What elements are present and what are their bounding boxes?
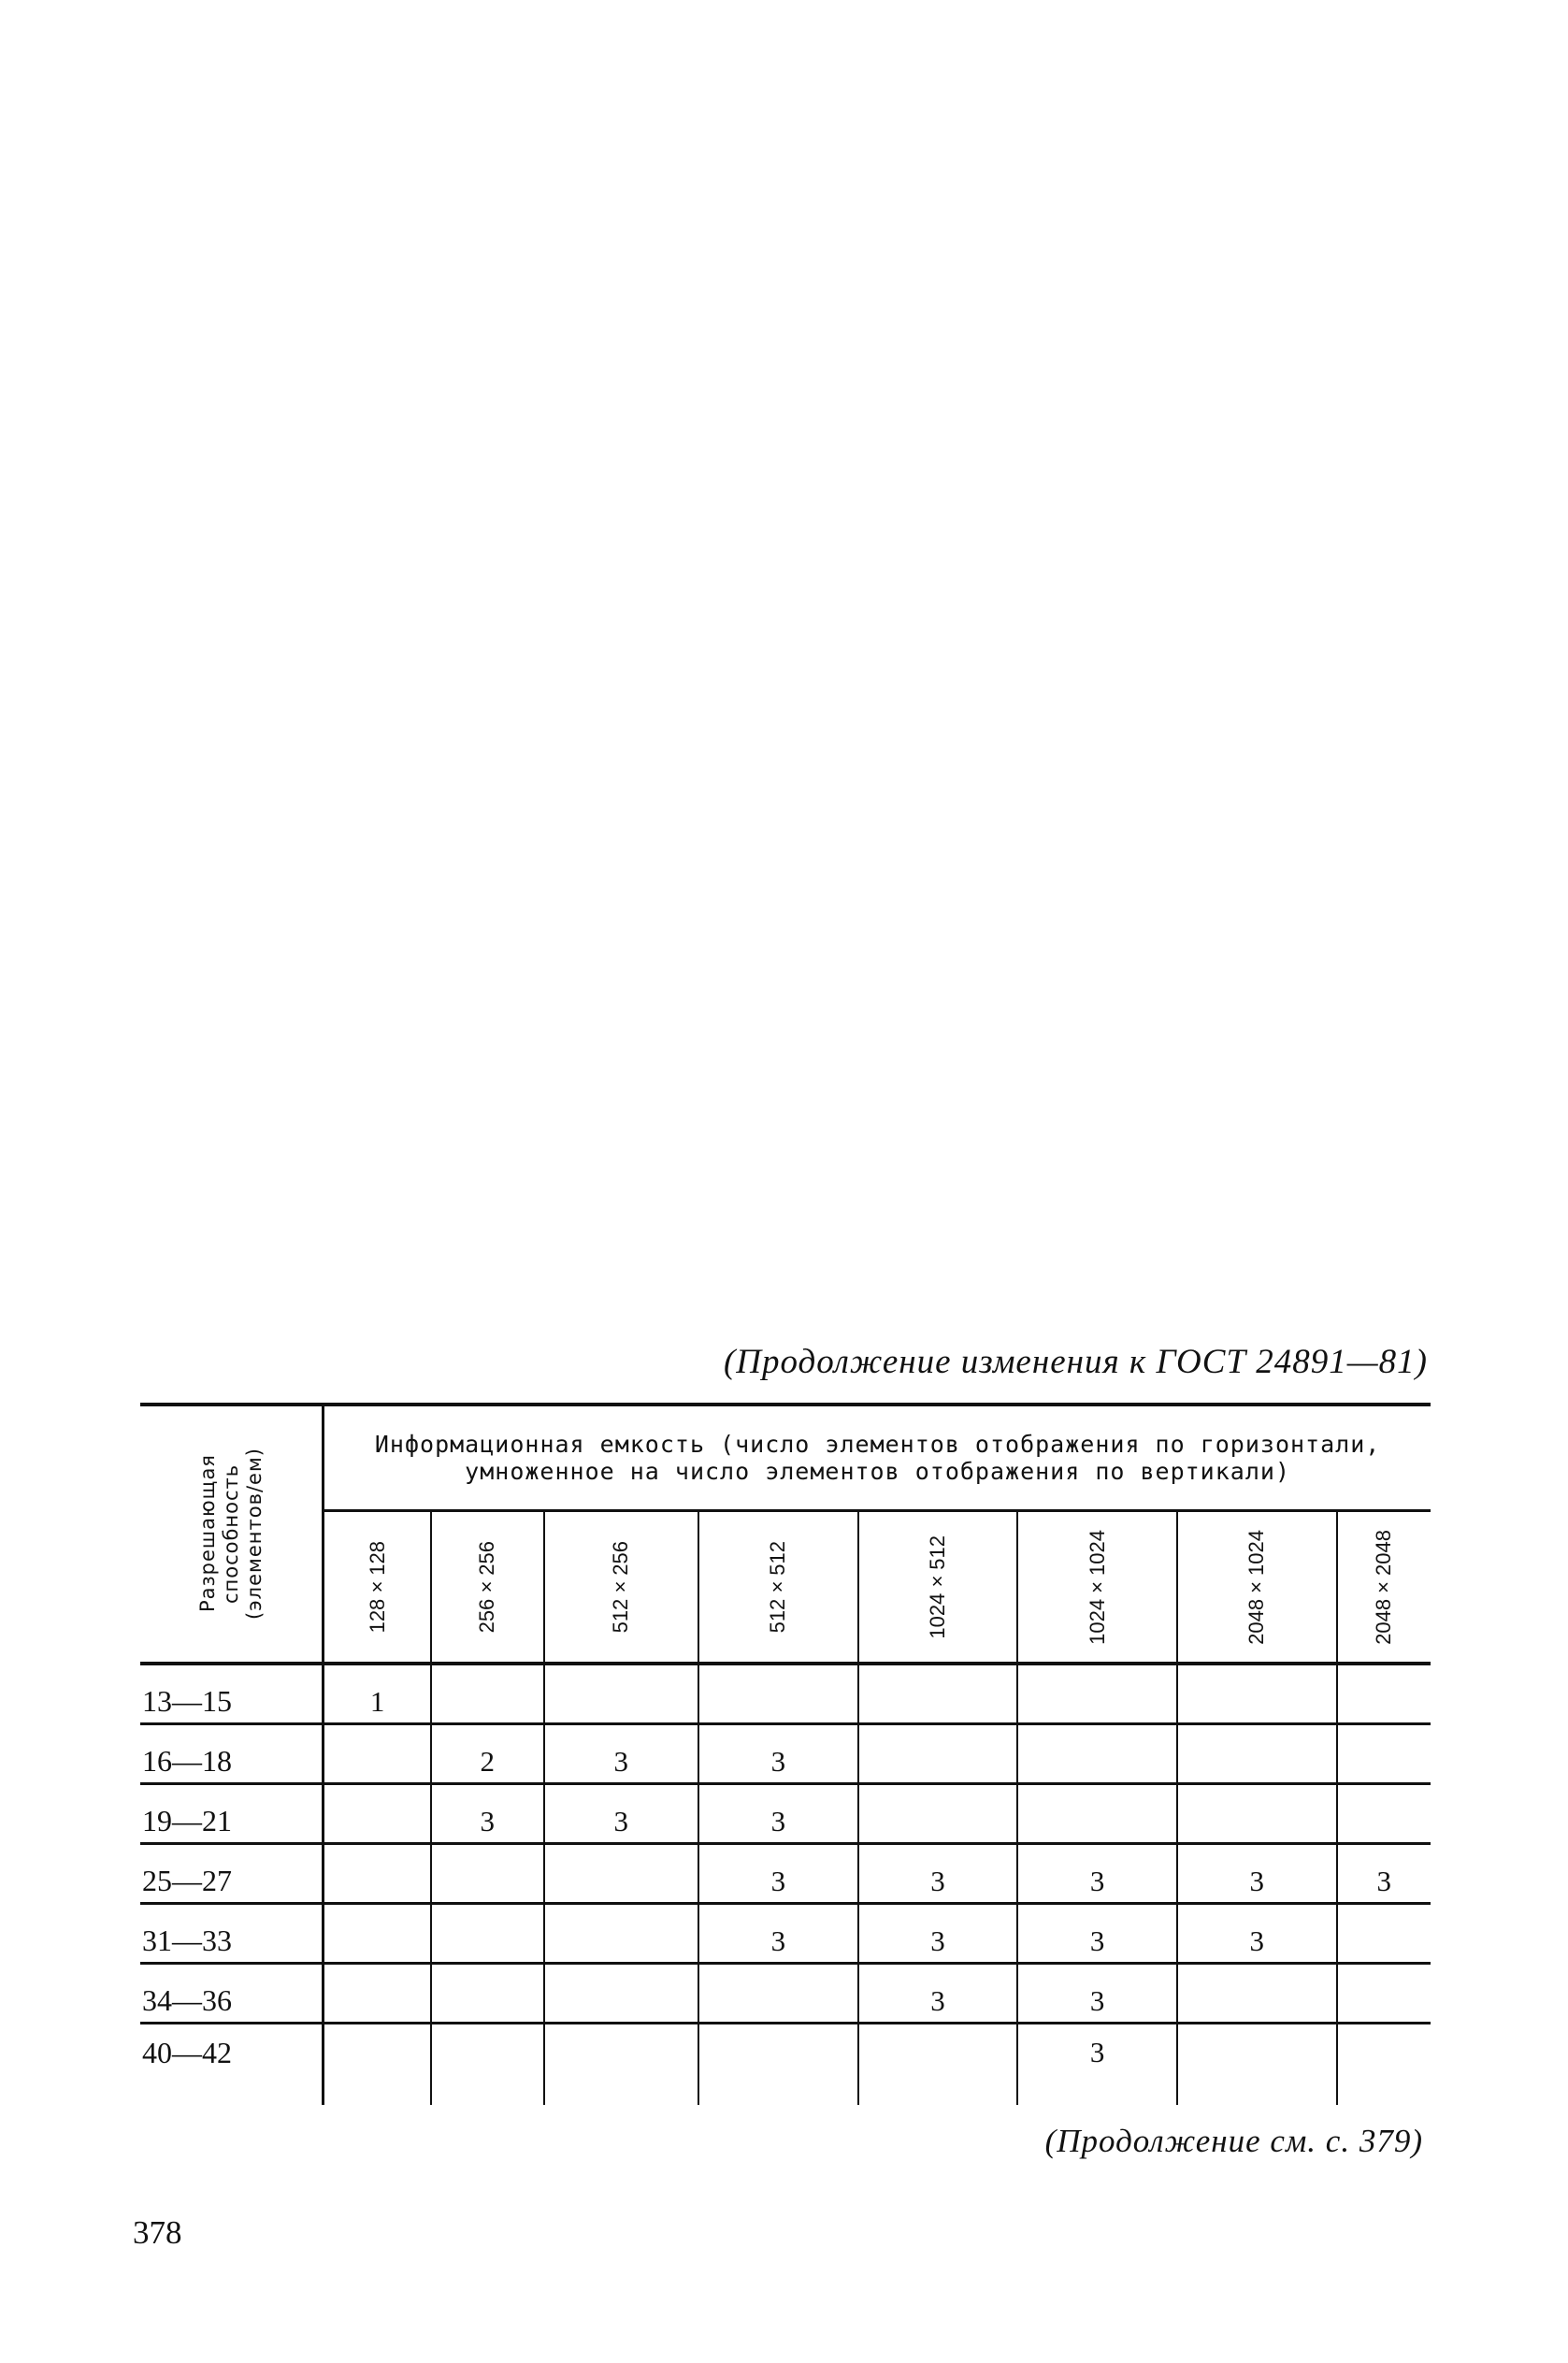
table-cell bbox=[858, 1724, 1018, 1784]
column-header-1 bbox=[431, 1511, 543, 1664]
table-row bbox=[140, 1904, 1431, 1964]
column-header-label: 1024×1024 bbox=[1085, 1529, 1109, 1645]
table-row bbox=[140, 1784, 1431, 1844]
table-body bbox=[140, 1664, 1431, 2105]
row-header-cell bbox=[140, 1405, 324, 1664]
row-label: 19—21 bbox=[140, 1784, 324, 1844]
table-cell bbox=[544, 1844, 699, 1904]
column-header-2 bbox=[544, 1511, 699, 1664]
table-cell: 3 bbox=[431, 1784, 543, 1844]
table-cell bbox=[1337, 1784, 1431, 1844]
table-cell bbox=[431, 1844, 543, 1904]
column-header-3 bbox=[698, 1511, 858, 1664]
table-cell bbox=[1177, 1784, 1337, 1844]
table-cell bbox=[1017, 1664, 1177, 1724]
table-cell bbox=[324, 1904, 431, 1964]
column-header-label: 256×256 bbox=[475, 1540, 499, 1634]
table-cell bbox=[1337, 1904, 1431, 1964]
table-row bbox=[140, 1724, 1431, 1784]
table-cell: 3 bbox=[1177, 1904, 1337, 1964]
page-header-continuation: (Продолжение изменения к ГОСТ 24891—81) bbox=[723, 1343, 1428, 1381]
column-header-7 bbox=[1337, 1511, 1431, 1664]
table-cell bbox=[324, 1844, 431, 1904]
table-cell: 3 bbox=[698, 1784, 858, 1844]
column-header-label: 512×512 bbox=[766, 1540, 790, 1634]
column-header-0 bbox=[324, 1511, 431, 1664]
table-cell bbox=[858, 2024, 1018, 2106]
table-cell bbox=[1337, 1664, 1431, 1724]
table-cell bbox=[544, 1904, 699, 1964]
table-cell bbox=[431, 1664, 543, 1724]
table-cell bbox=[431, 1904, 543, 1964]
table-row bbox=[140, 1844, 1431, 1904]
table-row bbox=[140, 1964, 1431, 2024]
table-cell: 3 bbox=[698, 1844, 858, 1904]
table-cell: 3 bbox=[698, 1724, 858, 1784]
table-cell bbox=[1177, 1664, 1337, 1724]
table-cell bbox=[1017, 1724, 1177, 1784]
row-label: 13—15 bbox=[140, 1664, 324, 1724]
row-label: 40—42 bbox=[140, 2024, 324, 2106]
table-cell: 3 bbox=[544, 1724, 699, 1784]
table-cell bbox=[1177, 2024, 1337, 2106]
table-cell bbox=[1017, 1784, 1177, 1844]
table-cell bbox=[544, 2024, 699, 2106]
row-label: 16—18 bbox=[140, 1724, 324, 1784]
table-cell bbox=[698, 2024, 858, 2106]
page-number: 378 bbox=[133, 2214, 182, 2251]
table-cell: 3 bbox=[698, 1904, 858, 1964]
table-cell bbox=[1177, 1724, 1337, 1784]
table-cell: 3 bbox=[1177, 1844, 1337, 1904]
row-label: 34—36 bbox=[140, 1964, 324, 2024]
row-header-line-1: Разрешающая bbox=[195, 1455, 219, 1613]
row-header-text bbox=[196, 1448, 266, 1620]
table-cell bbox=[324, 1964, 431, 2024]
row-label: 25—27 bbox=[140, 1844, 324, 1904]
table-cell: 3 bbox=[858, 1904, 1018, 1964]
table-row bbox=[140, 2024, 1431, 2106]
table-cell: 3 bbox=[1017, 2024, 1177, 2106]
span-header-line-1: Информационная емкость (число элементов отображения по горизонтали, bbox=[374, 1431, 1381, 1458]
table-cell bbox=[698, 1664, 858, 1724]
row-label: 31—33 bbox=[140, 1904, 324, 1964]
table-cell bbox=[324, 2024, 431, 2106]
column-header-label: 512×256 bbox=[609, 1540, 633, 1634]
table-row bbox=[140, 1664, 1431, 1724]
table-cell bbox=[1337, 1724, 1431, 1784]
column-header-label: 2048×1024 bbox=[1244, 1529, 1269, 1645]
table-cell: 3 bbox=[858, 1844, 1018, 1904]
span-header-line-2: умноженное на число элементов отображения по вертикали) bbox=[465, 1458, 1290, 1485]
table-cell: 3 bbox=[1017, 1904, 1177, 1964]
table-cell bbox=[324, 1784, 431, 1844]
table-cell bbox=[698, 1964, 858, 2024]
table-cell: 1 bbox=[324, 1664, 431, 1724]
column-header-label: 1024×512 bbox=[926, 1535, 949, 1639]
column-header-5 bbox=[1017, 1511, 1177, 1664]
table-cell bbox=[431, 2024, 543, 2106]
table-cell: 3 bbox=[1337, 1844, 1431, 1904]
table-cell bbox=[1337, 2024, 1431, 2106]
table-cell: 3 bbox=[858, 1964, 1018, 2024]
capacity-span-header bbox=[324, 1405, 1431, 1511]
table-cell: 3 bbox=[1017, 1964, 1177, 2024]
column-header-4 bbox=[858, 1511, 1018, 1664]
row-header-line-3: (элементов/ем) bbox=[242, 1448, 266, 1621]
table-cell bbox=[431, 1964, 543, 2024]
table-cell: 3 bbox=[1017, 1844, 1177, 1904]
resolution-capacity-table bbox=[140, 1403, 1431, 2105]
table-cell bbox=[544, 1664, 699, 1724]
table-cell bbox=[1337, 1964, 1431, 2024]
column-header-6 bbox=[1177, 1511, 1337, 1664]
table-cell bbox=[858, 1784, 1018, 1844]
table-cell bbox=[1177, 1964, 1337, 2024]
page-footer-continuation: (Продолжение см. с. 379) bbox=[1044, 2123, 1423, 2159]
table-cell: 2 bbox=[431, 1724, 543, 1784]
table-cell bbox=[858, 1664, 1018, 1724]
table-cell bbox=[544, 1964, 699, 2024]
table-cell bbox=[324, 1724, 431, 1784]
table-cell: 3 bbox=[544, 1784, 699, 1844]
column-header-row bbox=[140, 1511, 1431, 1664]
row-header-line-2: способность bbox=[219, 1463, 242, 1605]
column-header-label: 2048×2048 bbox=[1372, 1529, 1396, 1645]
table bbox=[140, 1403, 1431, 2105]
column-header-label: 128×128 bbox=[365, 1540, 389, 1634]
